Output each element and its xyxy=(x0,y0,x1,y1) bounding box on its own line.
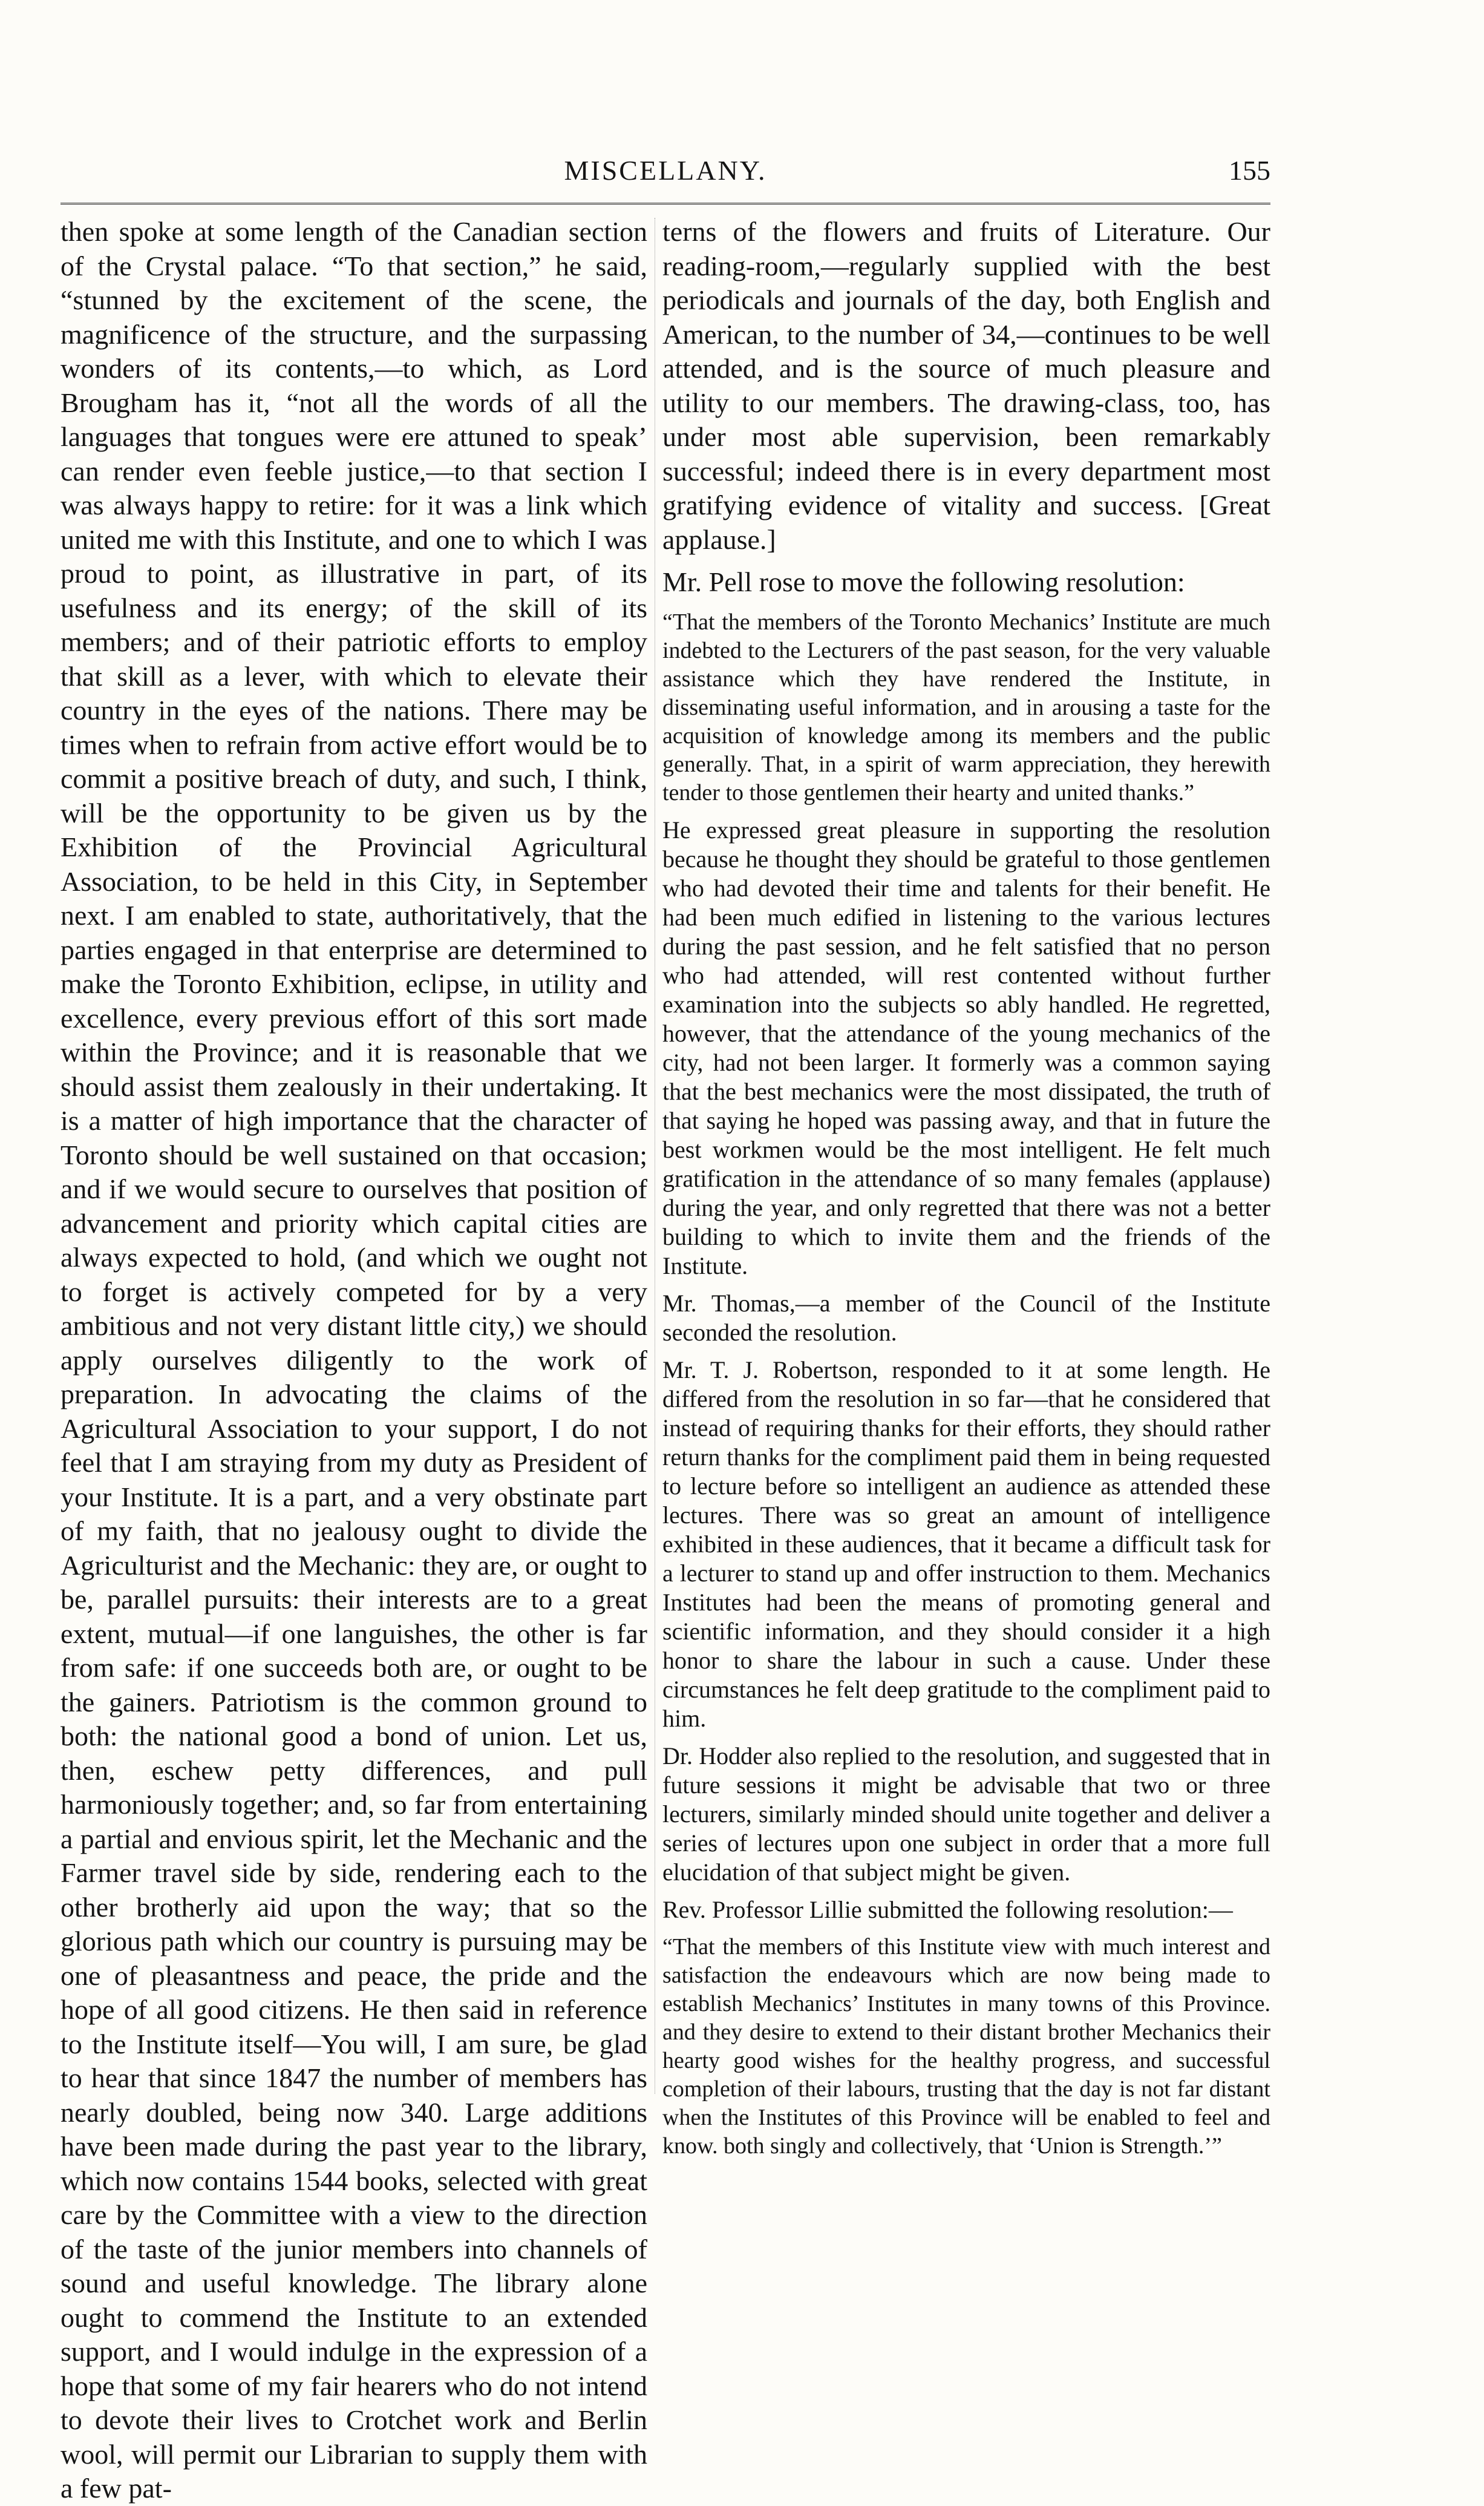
paragraph-robertson: Mr. T. J. Robertson, responded to it at some length. He differed from the resolution in so far—that he considered that instead of requiring thanks for their efforts, they should rather return thanks for the compliment paid them in being requested to lecture before so intelligent an audience as attended these lectures. There was so great an amount of intelligence exhibited in these audiences, that it became a difficult task for a lecturer to stand up and offer instruction to them. Mechanics Institutes had been the means of promoting general and scientific information, and they should consider it a high honor to share the labour in such a cause. Under these circumstances he felt deep gratitude to the compliment paid to him. xyxy=(662,1356,1270,1732)
paragraph-lillie: Rev. Professor Lillie submitted the following resolution:— xyxy=(662,1895,1233,1923)
left-column-text: then spoke at some length of the Canadian section of the Crystal palace. “To that section,” he said, “stunned by the excitement of the scene, the magnificence of the structure, and the surpassing wonders of its contents,—to which, as Lord Brougham has it, “not all the words of all the languages that tongues were ere attuned to speak’ can render even feeble justice,—to that section I was always happy to retire: for it was a link which united me with this Institute, and one to which I was proud to point, as illustrative in part, of its usefulness and its energy; of the skill of its members; and of their patriotic efforts to employ that skill as a lever, with which to elevate their country in the eyes of the nations. There may be times when to refrain from active effort would be to commit a positive breach of duty, and such, I think, will be the opportunity to be given us by the Exhibition of the Provincial Agricultural Association, to be held in this City, in September next. I am enabled to state, authoritatively, that the parties engaged in that enterprise are determined to make the Toronto Exhibition, eclipse, in utility and excellence, every previous effort of this sort made within the Province; and it is reasonable that we should assist them zealously in their undertaking. It is a matter of high importance that the character of Toronto should be well sustained on that occasion; and if we would secure to ourselves that position of advancement and priority which capital cities are always expected to hold, (and which we ought not to forget is actively competed for by a very ambitious and not very distant little city,) we should apply ourselves diligently to the work of preparation. In advocating the claims of the Agricultural Association to your support, I do not feel that I am straying from my duty as President of your Institute. It is a part, and a very obstinate part of my faith, that no jealousy ought to divide the Agriculturist and the Mechanic: they are, or ought to be, parallel pursuits: their interests are to a great extent, mutual—if one languishes, the other is far from safe: if one succeeds both are, or ought to be the gainers. Patriotism is the common ground to both: the national good a bond of union. Let us, then, eschew petty differences, and pull harmoniously together; and, so far from entertaining a partial and envious spirit, let the Mechanic and the Farmer travel side by side, rendering each to the other brotherly aid upon the way; that so the glorious path which our country is pursuing may be one of pleasantness and peace, the pride and the hope of all good citizens. He then said in reference to the Institute itself—You will, I am sure, be glad to hear that since 1847 the number of members has nearly doubled, being now 340. Large additions have been made during the past year to the library, which now contains 1544 books, selected with great care by the Committee with a view to the direction of the taste of the junior members into channels of sound and useful knowledge. The library alone ought to commend the Institute to an extended support, and I would indulge in the expression of a hope that some of my fair hearers who do not intend to devote their lives to Crotchet work and Berlin wool, will permit our Librarian to supply them with a few pat- xyxy=(60,216,647,2504)
left-column xyxy=(60,215,647,2506)
resolution-quote-lecturers: “That the members of the Toronto Mechanics’ Institute are much indebted to the Lecturers of the past season, for the very valuable assistance which they have rendered the Institute, in disseminating useful information, and in arousing a taste for the acquisition of knowledge among its members and the public generally. That, in a spirit of warm appreciation, they herewith tender to those gentlemen their hearty and united thanks.” xyxy=(662,609,1270,805)
paragraph-pell-speech: He expressed great pleasure in supporting the resolution because he thought they should be grateful to those gentlemen who had devoted their time and talents for their benefit. He had been much edified in listening to the various lectures during the past session, and he felt satisfied that no person who had attended, will rest contented without further examination into the subjects so ably handled. He regretted, however, that the attendance of the young mechanics of the city, had not been larger. It formerly was a common saying that the best mechanics were the most dissipated, the truth of that saying he hoped was passing away, and that in future the best workmen would be the most intelligent. He felt much gratification in the attendance of so many females (applause) during the year, and only regretted that there was not a better building to which to invite them and the friends of the Institute. xyxy=(662,816,1270,1279)
resolution-quote-institutes: “That the members of this Institute view with much interest and satisfaction the endeavours which are now being made to establish Mechanics’ Institutes in many towns of this Province. and they desire to extend to their distant brother Mechanics their hearty good wishes for the healthy progress, and successful completion of their labours, trusting that the day is not far distant when the Institutes of this Province will be enabled to feel and know. both singly and collectively, that ‘Union is Strength.’” xyxy=(662,1934,1270,2159)
page-header xyxy=(60,154,1270,197)
right-column xyxy=(662,215,1270,2169)
paragraph-hodder: Dr. Hodder also replied to the resolution, and suggested that in future sessions it might be advisable that two or three lecturers, similarly minded should unite together and deliver a series of lectures upon one subject in order that a more full elucidation of that subject might be given. xyxy=(662,1742,1270,1886)
page-number: 155 xyxy=(1229,155,1270,186)
paragraph-pell-motion: Mr. Pell rose to move the following resolution: xyxy=(662,566,1185,597)
paragraph-thomas: Mr. Thomas,—a member of the Council of the Institute seconded the resolution. xyxy=(662,1289,1270,1346)
running-title: MISCELLANY. xyxy=(564,155,767,186)
header-rule xyxy=(60,203,1270,205)
paragraph-reading-room: terns of the flowers and fruits of Literature. Our reading-room,—regularly supplied with the best periodicals and journals of the day, both English and American, to the number of 34,—continues to be well attended, and is the source of much pleasure and utility to our members. The drawing-class, too, has under most able supervision, been remarkably successful; indeed there is in every department most gratifying evidence of vitality and success. [Great applause.] xyxy=(662,216,1270,555)
